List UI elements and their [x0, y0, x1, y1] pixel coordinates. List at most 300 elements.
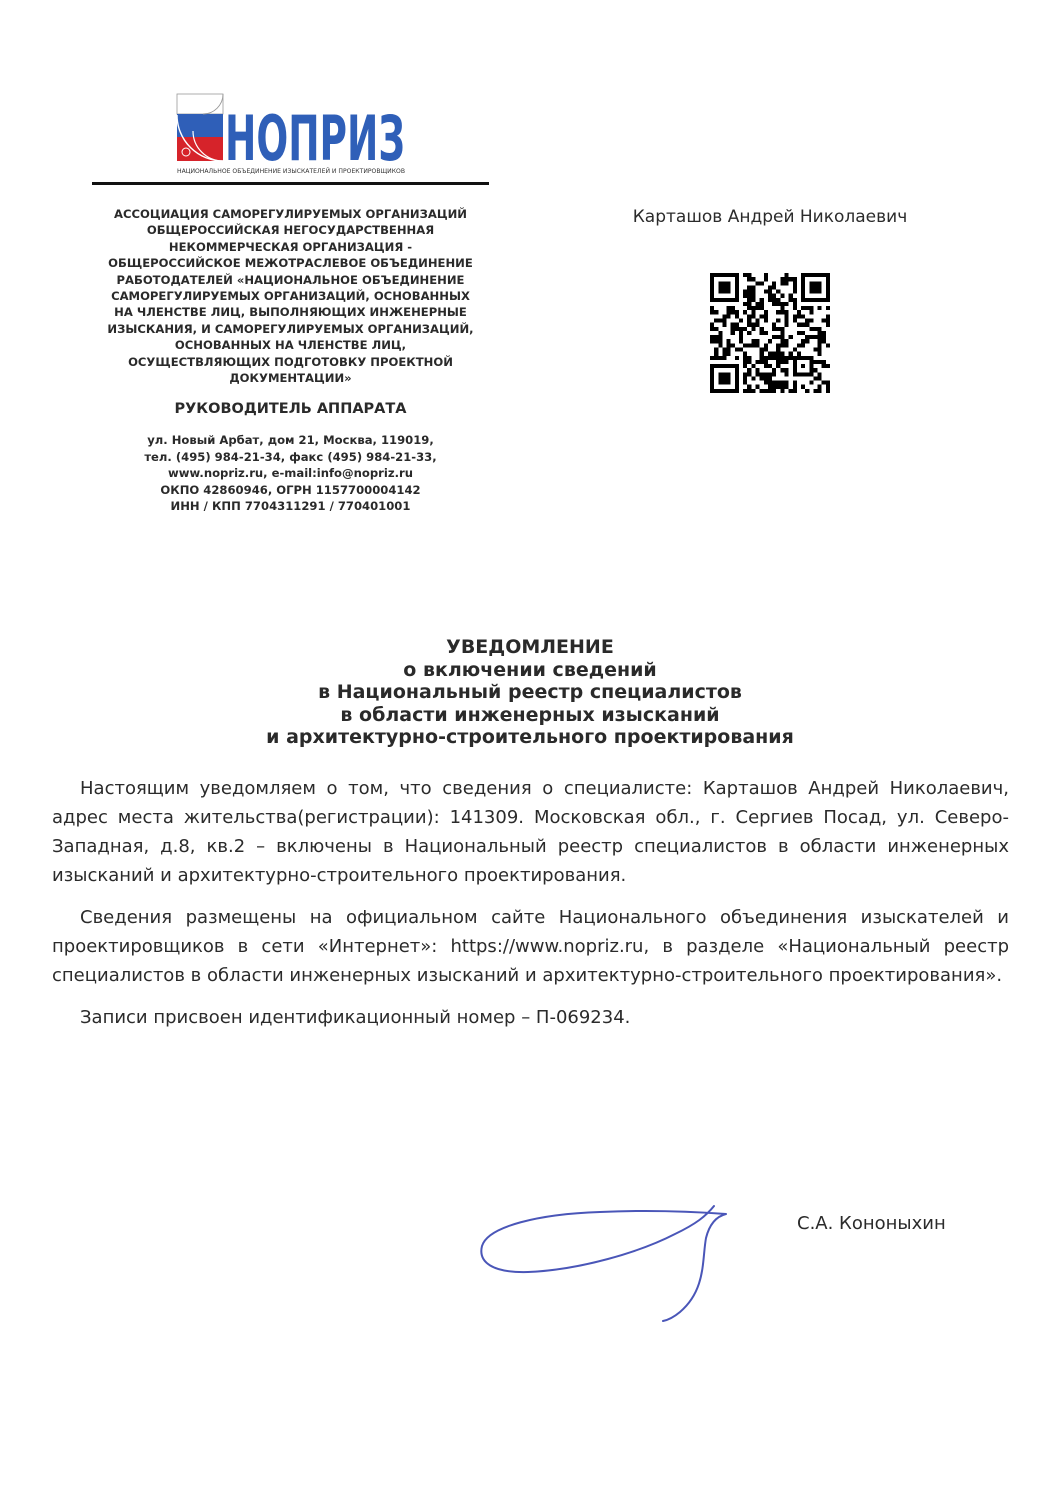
- qr-module: [818, 285, 822, 289]
- qr-module: [760, 306, 764, 310]
- qr-module: [735, 310, 739, 314]
- qr-module: [764, 343, 768, 347]
- qr-module: [776, 327, 780, 331]
- qr-module: [818, 335, 822, 339]
- qr-module: [722, 273, 726, 277]
- qr-module: [768, 372, 772, 376]
- qr-module: [826, 290, 830, 294]
- qr-module: [760, 298, 764, 302]
- qr-module: [784, 372, 788, 376]
- qr-module: [805, 273, 809, 277]
- qr-module: [813, 285, 817, 289]
- qr-module: [722, 314, 726, 318]
- qr-module: [751, 323, 755, 327]
- qr-module: [743, 352, 747, 356]
- qr-module: [776, 360, 780, 364]
- qr-module: [772, 352, 776, 356]
- qr-module: [797, 352, 801, 356]
- qr-module: [780, 339, 784, 343]
- qr-module: [756, 319, 760, 323]
- qr-module: [747, 290, 751, 294]
- qr-module: [805, 335, 809, 339]
- logo-tagline: НАЦИОНАЛЬНОЕ ОБЪЕДИНЕНИЕ ИЗЫСКАТЕЛЕЙ И ПРОЕКТИРОВЩИКОВ: [177, 168, 405, 175]
- qr-module: [764, 290, 768, 294]
- qr-module: [735, 281, 739, 285]
- qr-module: [718, 331, 722, 335]
- org-name-line: НА ЧЛЕНСТВЕ ЛИЦ, ВЫПОЛНЯЮЩИХ ИНЖЕНЕРНЫЕ: [114, 305, 467, 320]
- qr-module: [822, 273, 826, 277]
- qr-module: [780, 294, 784, 298]
- qr-module: [813, 298, 817, 302]
- qr-module: [751, 310, 755, 314]
- org-okpo-ogrn: ОКПО 42860946, ОГРН 1157700004142: [160, 482, 421, 497]
- qr-module: [756, 281, 760, 285]
- qr-module: [801, 290, 805, 294]
- qr-module: [710, 281, 714, 285]
- qr-module: [822, 339, 826, 343]
- qr-module: [731, 273, 735, 277]
- qr-module: [747, 323, 751, 327]
- qr-module: [818, 327, 822, 331]
- qr-module: [768, 298, 772, 302]
- qr-module: [747, 368, 751, 372]
- qr-module: [722, 364, 726, 368]
- qr-module: [714, 310, 718, 314]
- qr-module: [793, 281, 797, 285]
- qr-module: [760, 352, 764, 356]
- qr-module: [784, 360, 788, 364]
- qr-module: [756, 323, 760, 327]
- qr-module: [727, 343, 731, 347]
- qr-module: [751, 389, 755, 393]
- qr-module: [818, 372, 822, 376]
- qr-module: [735, 298, 739, 302]
- qr-module: [784, 281, 788, 285]
- org-name-line: ОБЩЕРОССИЙСКАЯ НЕГОСУДАРСТВЕННАЯ: [146, 223, 435, 238]
- qr-module: [722, 281, 726, 285]
- qr-module: [805, 372, 809, 376]
- qr-module: [793, 277, 797, 281]
- qr-module: [784, 339, 788, 343]
- qr-module: [735, 381, 739, 385]
- qr-module: [809, 364, 813, 368]
- qr-module: [735, 376, 739, 380]
- qr-module: [793, 381, 797, 385]
- organization-name: [92, 206, 489, 386]
- qr-module: [731, 310, 735, 314]
- qr-module: [747, 298, 751, 302]
- qr-module: [805, 389, 809, 393]
- qr-module: [813, 368, 817, 372]
- qr-module: [780, 360, 784, 364]
- org-name-line: ИЗЫСКАНИЯ, И САМОРЕГУЛИРУЕМЫХ ОРГАНИЗАЦИЙ,: [107, 321, 474, 336]
- qr-module: [809, 356, 813, 360]
- qr-module: [772, 302, 776, 306]
- qr-module: [743, 381, 747, 385]
- qr-module: [776, 343, 780, 347]
- qr-module: [710, 381, 714, 385]
- qr-module: [764, 364, 768, 368]
- qr-module: [797, 310, 801, 314]
- org-role: РУКОВОДИТЕЛЬ АППАРАТА: [174, 401, 407, 417]
- qr-module: [756, 306, 760, 310]
- qr-module: [789, 352, 793, 356]
- qr-module: [780, 389, 784, 393]
- qr-module: [735, 356, 739, 360]
- qr-module: [751, 376, 755, 380]
- qr-module: [756, 360, 760, 364]
- qr-module: [751, 294, 755, 298]
- qr-module: [714, 298, 718, 302]
- qr-module: [818, 290, 822, 294]
- qr-module: [747, 302, 751, 306]
- qr-module: [718, 343, 722, 347]
- qr-module: [776, 335, 780, 339]
- qr-module: [793, 385, 797, 389]
- qr-module: [822, 298, 826, 302]
- qr-module: [784, 356, 788, 360]
- qr-module: [747, 314, 751, 318]
- qr-module: [809, 327, 813, 331]
- qr-module: [718, 356, 722, 360]
- qr-module: [727, 285, 731, 289]
- qr-module: [793, 290, 797, 294]
- qr-module: [760, 356, 764, 360]
- qr-module: [710, 327, 714, 331]
- qr-module: [747, 372, 751, 376]
- qr-module: [801, 298, 805, 302]
- qr-module: [760, 347, 764, 351]
- qr-module: [710, 298, 714, 302]
- qr-module: [743, 356, 747, 360]
- qr-module: [735, 364, 739, 368]
- qr-module: [793, 306, 797, 310]
- qr-module: [751, 343, 755, 347]
- qr-module: [768, 376, 772, 380]
- qr-code-icon: [710, 273, 830, 393]
- qr-module: [801, 294, 805, 298]
- qr-module: [809, 360, 813, 364]
- qr-module: [710, 310, 714, 314]
- qr-module: [772, 294, 776, 298]
- qr-module: [731, 389, 735, 393]
- qr-module: [735, 385, 739, 389]
- qr-module: [822, 319, 826, 323]
- qr-module: [714, 327, 718, 331]
- qr-module: [809, 335, 813, 339]
- qr-module: [776, 298, 780, 302]
- qr-module: [751, 298, 755, 302]
- qr-module: [776, 356, 780, 360]
- qr-module: [772, 356, 776, 360]
- qr-module: [722, 285, 726, 289]
- qr-module: [727, 306, 731, 310]
- qr-module: [714, 389, 718, 393]
- qr-module: [789, 389, 793, 393]
- qr-module: [743, 343, 747, 347]
- qr-module: [760, 281, 764, 285]
- qr-module: [764, 273, 768, 277]
- title-line: в Национальный реестр специалистов: [318, 681, 742, 703]
- qr-module: [818, 343, 822, 347]
- qr-module: [743, 302, 747, 306]
- qr-module: [784, 319, 788, 323]
- qr-module: [805, 306, 809, 310]
- qr-module: [710, 372, 714, 376]
- qr-module: [731, 298, 735, 302]
- body-paragraph-1: Настоящим уведомляем о том, что сведения о специалисте: Карташов Андрей Николаевич, адрес места жительства(регистрации): 141309. Московская обл., г. Сергиев Посад, ул. Северо-Западная, д.8, кв.2 – включены в Национальный реестр специалистов в области инженерных изысканий и архитектурно-строительного проектирования.: [52, 778, 1009, 886]
- logo-graphic: [176, 92, 408, 178]
- qr-module: [743, 294, 747, 298]
- qr-module: [727, 389, 731, 393]
- qr-module: [727, 281, 731, 285]
- qr-module: [776, 302, 780, 306]
- body-paragraph-3: Записи присвоен идентификационный номер – П-069234.: [80, 1007, 631, 1028]
- signer-name: С.А. Кононыхин: [797, 1213, 946, 1234]
- recipient-name: Карташов Андрей Николаевич: [632, 207, 908, 227]
- qr-module: [760, 331, 764, 335]
- qr-module: [710, 323, 714, 327]
- qr-module: [760, 376, 764, 380]
- qr-module: [747, 389, 751, 393]
- qr-module: [739, 327, 743, 331]
- qr-module: [768, 352, 772, 356]
- org-phones: тел. (495) 984-21-34, факс (495) 984-21-33,: [144, 449, 437, 464]
- qr-module: [789, 277, 793, 281]
- qr-module: [780, 343, 784, 347]
- qr-module: [731, 327, 735, 331]
- qr-module: [780, 352, 784, 356]
- qr-module: [764, 347, 768, 351]
- qr-module: [805, 319, 809, 323]
- qr-module: [776, 385, 780, 389]
- qr-module: [826, 281, 830, 285]
- qr-module: [826, 306, 830, 310]
- qr-module: [809, 310, 813, 314]
- qr-module: [710, 306, 714, 310]
- qr-module: [722, 352, 726, 356]
- qr-module: [772, 281, 776, 285]
- qr-module: [797, 314, 801, 318]
- qr-module: [772, 298, 776, 302]
- qr-module: [780, 368, 784, 372]
- qr-module: [793, 302, 797, 306]
- qr-module: [780, 302, 784, 306]
- qr-module: [772, 389, 776, 393]
- qr-module: [797, 331, 801, 335]
- qr-module: [751, 364, 755, 368]
- qr-module: [743, 360, 747, 364]
- qr-module: [731, 364, 735, 368]
- qr-module: [768, 294, 772, 298]
- qr-module: [772, 368, 776, 372]
- qr-module: [780, 310, 784, 314]
- org-name-line: САМОРЕГУЛИРУЕМЫХ ОРГАНИЗАЦИЙ, ОСНОВАННЫХ: [111, 289, 470, 304]
- qr-module: [760, 360, 764, 364]
- title-line: в области инженерных изысканий: [340, 703, 720, 726]
- qr-module: [801, 343, 805, 347]
- qr-module: [718, 281, 722, 285]
- qr-module: [789, 356, 793, 360]
- qr-module: [813, 347, 817, 351]
- qr-module: [747, 319, 751, 323]
- qr-module: [739, 347, 743, 351]
- qr-module: [727, 352, 731, 356]
- qr-module: [809, 372, 813, 376]
- notice-body: [52, 774, 1009, 1045]
- qr-module: [789, 298, 793, 302]
- qr-module: [826, 298, 830, 302]
- org-web-email: www.nopriz.ru, e-mail:info@nopriz.ru: [168, 466, 413, 481]
- qr-module: [718, 364, 722, 368]
- qr-module: [809, 368, 813, 372]
- qr-module: [764, 381, 768, 385]
- qr-module: [826, 381, 830, 385]
- qr-module: [818, 281, 822, 285]
- qr-module: [801, 323, 805, 327]
- qr-module: [747, 331, 751, 335]
- qr-module: [780, 331, 784, 335]
- qr-module: [764, 310, 768, 314]
- qr-module: [710, 290, 714, 294]
- qr-module: [818, 360, 822, 364]
- qr-module: [735, 285, 739, 289]
- qr-module: [793, 347, 797, 351]
- qr-module: [822, 335, 826, 339]
- qr-module: [768, 381, 772, 385]
- qr-module: [735, 273, 739, 277]
- qr-module: [710, 273, 714, 277]
- qr-module: [760, 389, 764, 393]
- qr-module: [735, 327, 739, 331]
- qr-module: [747, 306, 751, 310]
- qr-module: [756, 343, 760, 347]
- qr-module: [760, 372, 764, 376]
- qr-module: [826, 323, 830, 327]
- qr-module: [805, 339, 809, 343]
- qr-module: [714, 356, 718, 360]
- qr-module: [776, 381, 780, 385]
- qr-module: [818, 385, 822, 389]
- qr-module: [718, 290, 722, 294]
- qr-module: [718, 381, 722, 385]
- qr-module: [718, 319, 722, 323]
- qr-module: [731, 306, 735, 310]
- qr-module: [743, 376, 747, 380]
- qr-module: [784, 368, 788, 372]
- qr-module: [768, 290, 772, 294]
- qr-module: [780, 277, 784, 281]
- qr-module: [793, 368, 797, 372]
- qr-module: [793, 372, 797, 376]
- qr-module: [718, 372, 722, 376]
- qr-module: [722, 323, 726, 327]
- qr-module: [710, 368, 714, 372]
- qr-module: [743, 389, 747, 393]
- qr-module: [735, 294, 739, 298]
- qr-module: [801, 331, 805, 335]
- qr-module: [801, 281, 805, 285]
- qr-module: [797, 343, 801, 347]
- qr-module: [718, 339, 722, 343]
- qr-module: [710, 285, 714, 289]
- qr-module: [780, 327, 784, 331]
- qr-module: [756, 372, 760, 376]
- qr-module: [793, 364, 797, 368]
- org-address: ул. Новый Арбат, дом 21, Москва, 119019,: [147, 433, 434, 447]
- qr-module: [743, 364, 747, 368]
- qr-module: [818, 389, 822, 393]
- qr-module: [743, 310, 747, 314]
- qr-module: [809, 281, 813, 285]
- qr-module: [797, 372, 801, 376]
- qr-module: [710, 389, 714, 393]
- qr-module: [780, 281, 784, 285]
- qr-module: [818, 339, 822, 343]
- qr-module: [793, 389, 797, 393]
- qr-module: [809, 273, 813, 277]
- qr-module: [818, 376, 822, 380]
- qr-module: [826, 285, 830, 289]
- qr-module: [789, 294, 793, 298]
- qr-module: [764, 331, 768, 335]
- qr-module: [805, 298, 809, 302]
- qr-module: [722, 298, 726, 302]
- qr-module: [793, 285, 797, 289]
- qr-module: [801, 277, 805, 281]
- qr-module: [826, 273, 830, 277]
- qr-module: [772, 372, 776, 376]
- qr-module: [764, 389, 768, 393]
- qr-module: [747, 285, 751, 289]
- qr-module: [727, 273, 731, 277]
- qr-module: [735, 368, 739, 372]
- qr-module: [727, 314, 731, 318]
- qr-module: [751, 327, 755, 331]
- qr-module: [727, 364, 731, 368]
- signature-graphic: [470, 1180, 770, 1330]
- qr-module: [826, 389, 830, 393]
- qr-module: [801, 339, 805, 343]
- qr-module: [801, 314, 805, 318]
- qr-module: [714, 364, 718, 368]
- qr-module: [764, 360, 768, 364]
- qr-module: [805, 356, 809, 360]
- qr-module: [756, 339, 760, 343]
- qr-module: [743, 273, 747, 277]
- qr-module: [826, 277, 830, 281]
- org-name-line: ДОКУМЕНТАЦИИ»: [229, 371, 352, 386]
- qr-module: [784, 277, 788, 281]
- qr-module: [780, 306, 784, 310]
- qr-module: [805, 323, 809, 327]
- qr-module: [809, 381, 813, 385]
- qr-module: [813, 360, 817, 364]
- qr-module: [710, 335, 714, 339]
- qr-module: [822, 331, 826, 335]
- qr-module: [797, 323, 801, 327]
- qr-code-graphic: [710, 273, 830, 393]
- qr-module: [768, 364, 772, 368]
- qr-module: [809, 285, 813, 289]
- qr-module: [722, 356, 726, 360]
- qr-module: [813, 290, 817, 294]
- qr-module: [793, 314, 797, 318]
- org-name-line: ОСУЩЕСТВЛЯЮЩИХ ПОДГОТОВКУ ПРОЕКТНОЙ: [128, 354, 453, 369]
- qr-module: [822, 364, 826, 368]
- qr-module: [809, 306, 813, 310]
- qr-module: [768, 285, 772, 289]
